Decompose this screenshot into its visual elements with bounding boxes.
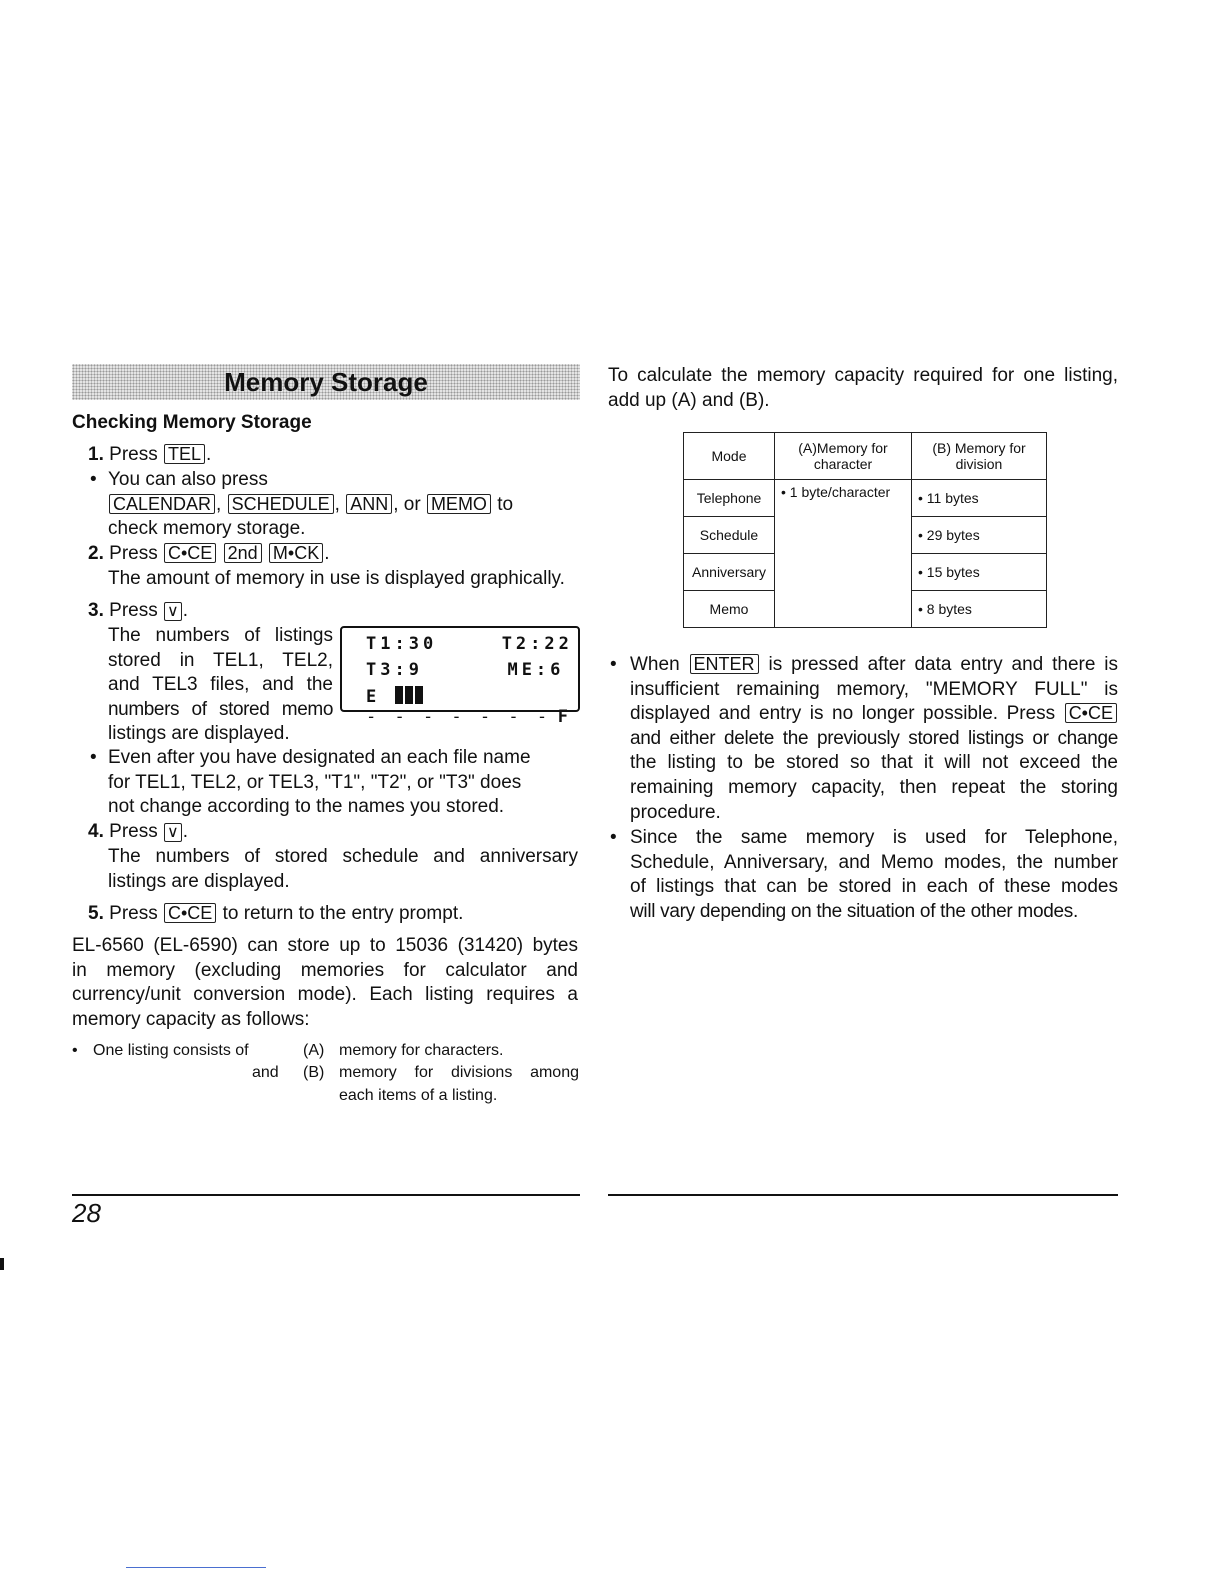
- lcd-e-label: E: [366, 687, 381, 707]
- bullet-dot: •: [610, 654, 617, 675]
- mode-cell: Telephone: [684, 480, 775, 517]
- bullet-text: is pressed after data entry and there is: [768, 654, 1119, 675]
- memory-bar-segment: [405, 686, 413, 704]
- bullet-word: When: [630, 654, 680, 675]
- mode-cell: Memo: [684, 591, 775, 628]
- table-row: [684, 480, 1047, 517]
- step-number: 3.: [88, 600, 104, 621]
- bullet-line: check memory storage.: [108, 518, 306, 540]
- step-1: [88, 443, 211, 468]
- note-a-label: (A): [303, 1042, 325, 1059]
- desc-line: listings are displayed.: [108, 723, 290, 745]
- lcd-t3: T3:9: [366, 660, 423, 680]
- cce-key: C•CE: [164, 543, 216, 563]
- bullet-line: will vary depending on the situation of the other modes.: [630, 900, 1078, 922]
- section-title: Checking Memory Storage: [72, 412, 312, 433]
- bullet-line: [630, 702, 1118, 727]
- desc-line: The numbers of listings: [108, 625, 333, 646]
- section-banner: [72, 364, 580, 400]
- right-intro: [608, 364, 1118, 413]
- mode-cell: Schedule: [684, 517, 775, 554]
- lcd-row-2: [366, 660, 564, 680]
- bullet-word: to: [497, 493, 514, 515]
- step-text: to return to the entry prompt.: [222, 903, 464, 924]
- col-b-cell: • 8 bytes: [912, 591, 1047, 628]
- step-4-desc: [108, 845, 578, 894]
- bullet-line: and either delete the previously stored listings or change: [630, 727, 1118, 749]
- bullet-line: procedure.: [630, 801, 721, 823]
- header-col-b: (B) Memory for division: [912, 433, 1047, 480]
- cce-key: C•CE: [164, 903, 216, 923]
- bullet-dot: •: [90, 747, 97, 768]
- para-line: in memory (excluding memories for calculator and: [72, 959, 578, 981]
- intro-line: add up (A) and (B).: [608, 389, 770, 411]
- note-b-text: memory for divisions among: [339, 1064, 579, 1081]
- step-desc: The amount of memory in use is displayed graphically.: [108, 567, 565, 589]
- ann-key: ANN: [346, 494, 392, 514]
- down-key: ∨: [164, 602, 182, 621]
- schedule-key: SCHEDULE: [228, 494, 334, 514]
- calendar-key: CALENDAR: [109, 494, 215, 514]
- bullet-memory-full: [630, 653, 1118, 825]
- bullet-keys-line: [108, 493, 583, 518]
- step-number: 4.: [88, 821, 104, 842]
- para-line: EL-6560 (EL-6590) can store up to 15036 (31420) bytes: [72, 935, 578, 956]
- bullet-text: displayed and entry is no longer possible. Press: [630, 703, 1056, 725]
- memory-bar-empty: - - - - - - -: [366, 707, 552, 727]
- memory-bar-segment: [415, 686, 423, 704]
- step-5: [88, 902, 463, 927]
- bullet-line: Schedule, Anniversary, and Memo modes, the number: [630, 851, 1118, 873]
- banner-title: Memory Storage: [224, 367, 428, 397]
- lcd-display: [340, 626, 580, 727]
- bullet-line: You can also press: [108, 469, 268, 490]
- punct: .: [182, 821, 188, 842]
- desc-line: numbers of stored memo: [108, 698, 333, 720]
- bullet-dot: •: [90, 469, 97, 490]
- step-text: Press: [109, 821, 158, 842]
- footer-rule-left: [72, 1194, 580, 1196]
- punct: .: [182, 600, 188, 621]
- punct: .: [206, 444, 212, 465]
- page-number: 28: [72, 1198, 101, 1228]
- step-3: [88, 599, 188, 624]
- step-number: 1.: [88, 444, 104, 465]
- step-number: 5.: [88, 903, 104, 924]
- bullet-line: [630, 653, 1118, 678]
- intro-line: To calculate the memory capacity required for one listing,: [608, 365, 1118, 386]
- step-text: Press: [109, 600, 158, 621]
- note-b-text-cont: each items of a listing.: [339, 1087, 498, 1104]
- mode-cell: Anniversary: [684, 554, 775, 591]
- bullet-dot: •: [610, 827, 617, 848]
- desc-line: listings are displayed.: [108, 870, 290, 892]
- step-number: 2.: [88, 543, 104, 564]
- lcd-f-label: F: [557, 707, 572, 727]
- second-key: 2nd: [224, 543, 262, 563]
- note-lead: One listing consists of: [93, 1042, 249, 1059]
- scan-mark: [0, 1258, 4, 1270]
- desc-line: and TEL3 files, and the: [108, 674, 333, 696]
- tel-key: TEL: [164, 444, 205, 464]
- step-text: Press: [109, 543, 158, 564]
- bullet-same-memory: [630, 826, 1118, 924]
- bullet-line: the listing to be stored so that it will not exceed the: [630, 752, 1118, 774]
- col-b-cell: • 29 bytes: [912, 517, 1047, 554]
- step-2: [88, 542, 583, 591]
- bullet-line: remaining memory capacity, then repeat the storing: [630, 776, 1118, 798]
- capacity-paragraph: [72, 934, 578, 1032]
- table-header-row: [684, 433, 1047, 480]
- memory-bar-segment: [395, 686, 403, 704]
- bullet-also-press: [108, 468, 583, 542]
- note-b-label: (B): [303, 1064, 325, 1081]
- step-text: Press: [109, 903, 158, 924]
- step-4: [88, 820, 188, 845]
- col-a-cell: • 1 byte/character: [775, 480, 912, 628]
- cce-key: C•CE: [1065, 703, 1117, 723]
- step-3-desc: [108, 624, 333, 747]
- bullet-line: of listings that can be stored in each of these modes: [630, 876, 1118, 898]
- bullet-line: Even after you have designated an each file name: [108, 747, 531, 768]
- note-and: and: [252, 1064, 279, 1081]
- memory-table: [683, 432, 1047, 628]
- punct: ,: [334, 493, 340, 515]
- desc-line: The numbers of stored schedule and anniversary: [108, 846, 578, 867]
- lcd-me: ME:6: [507, 660, 565, 680]
- col-b-cell: • 11 bytes: [912, 480, 1047, 517]
- footer-rule-right: [608, 1194, 1118, 1196]
- mck-key: M•CK: [269, 543, 323, 563]
- header-mode: Mode: [684, 433, 775, 480]
- lcd-t2: T2:22: [501, 634, 573, 654]
- lcd-row-3: [366, 686, 572, 727]
- memo-key: MEMO: [427, 494, 491, 514]
- lcd-t1: T1:30: [366, 634, 438, 654]
- step-text: Press: [109, 444, 158, 465]
- note-bullet: •: [72, 1042, 78, 1059]
- enter-key: ENTER: [690, 654, 759, 674]
- para-line: memory capacity as follows:: [72, 1008, 310, 1030]
- scan-line: [126, 1567, 266, 1568]
- col-b-cell: • 15 bytes: [912, 554, 1047, 591]
- bullet-line: not change according to the names you stored.: [108, 796, 505, 818]
- bullet-line: insufficient remaining memory, "MEMORY FULL" is: [630, 678, 1118, 700]
- bullet-line: Since the same memory is used for Telephone,: [630, 827, 1118, 848]
- punct: .: [324, 543, 330, 564]
- desc-line: stored in TEL1, TEL2,: [108, 649, 333, 671]
- header-col-a: (A)Memory for character: [775, 433, 912, 480]
- down-key: ∨: [164, 823, 182, 842]
- punct: ,: [216, 493, 222, 515]
- lcd-row-1: [366, 634, 573, 654]
- memory-bar-fill: [395, 687, 425, 707]
- note-a-text: memory for characters.: [339, 1042, 504, 1059]
- para-line: currency/unit conversion mode). Each listing requires a: [72, 984, 578, 1006]
- bullet-file-name: [108, 746, 583, 820]
- bullet-line: for TEL1, TEL2, or TEL3, "T1", "T2", or "T3" does: [108, 771, 522, 793]
- punct: , or: [393, 493, 421, 515]
